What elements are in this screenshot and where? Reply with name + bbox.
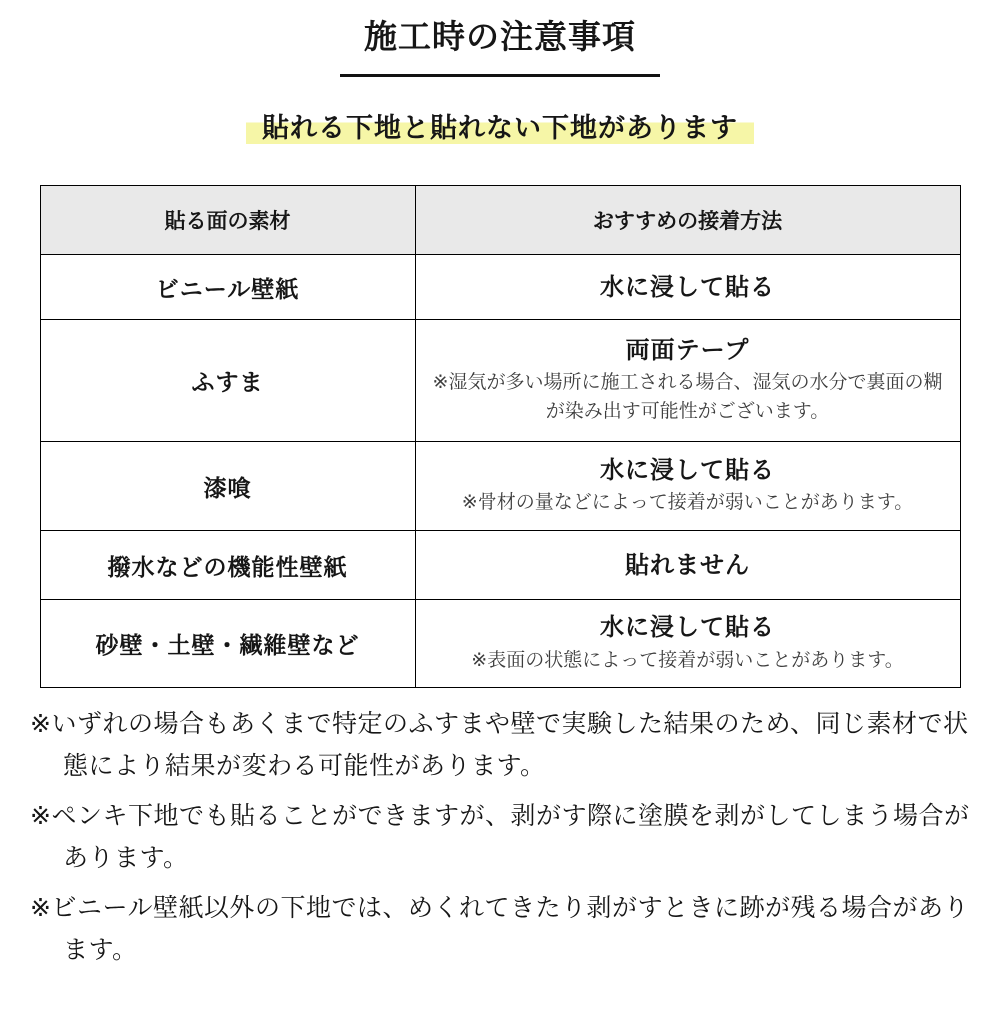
subtitle-row <box>0 106 1000 145</box>
materials-adhesion-table <box>40 185 961 688</box>
installation-precautions-page <box>0 16 1000 1016</box>
method-cell <box>415 320 960 442</box>
method-label: 両面テープ <box>625 337 750 365</box>
method-cell <box>415 531 960 600</box>
footnote-paint-surface: ※ペンキ下地でも貼ることができますが、剥がす際に塗膜を剥がしてしまう場合があります。 <box>30 802 970 872</box>
method-label: 水に浸して貼る <box>600 273 775 301</box>
table-row-sand-wall <box>40 600 960 688</box>
material-cell: 砂壁・土壁・繊維壁など <box>40 600 415 688</box>
method-note: ※表面の状態によって接着が弱いことがあります。 <box>471 649 904 671</box>
method-label: 貼れません <box>625 551 750 579</box>
method-cell <box>415 255 960 320</box>
material-cell: 撥水などの機能性壁紙 <box>40 531 415 600</box>
method-label: 水に浸して貼る <box>600 456 775 484</box>
method-note: ※骨材の量などによって接着が弱いことがあります。 <box>461 492 914 514</box>
method-cell <box>415 442 960 531</box>
footnote-non-vinyl-surface: ※ビニール壁紙以外の下地では、めくれてきたり剥がすときに跡が残る場合があります。 <box>30 894 969 964</box>
title-underline <box>340 74 660 77</box>
column-header-method: おすすめの接着方法 <box>415 186 960 255</box>
subtitle-highlighted: 貼れる下地と貼れない下地があります <box>246 106 754 145</box>
footnote-test-results: ※いずれの場合もあくまで特定のふすまや壁で実験した結果のため、同じ素材で状態により結果が変わる可能性があります。 <box>30 710 969 780</box>
material-cell: ふすま <box>40 320 415 442</box>
table-row-vinyl-wallpaper <box>40 255 960 320</box>
method-note: ※湿気が多い場所に施工される場合、湿気の水分で裏面の糊が染み出す可能性がございます。 <box>432 372 943 422</box>
material-cell: ビニール壁紙 <box>40 255 415 320</box>
footnotes-section <box>30 704 972 971</box>
table-row-water-repellent-wallpaper <box>40 531 960 600</box>
column-header-material: 貼る面の素材 <box>40 186 415 255</box>
material-cell: 漆喰 <box>40 442 415 531</box>
table-row-fusuma <box>40 320 960 442</box>
method-cell <box>415 600 960 688</box>
table-row-plaster <box>40 442 960 531</box>
method-label: 水に浸して貼る <box>600 614 775 642</box>
page-title: 施工時の注意事項 <box>364 18 636 55</box>
table-header-row <box>40 186 960 255</box>
